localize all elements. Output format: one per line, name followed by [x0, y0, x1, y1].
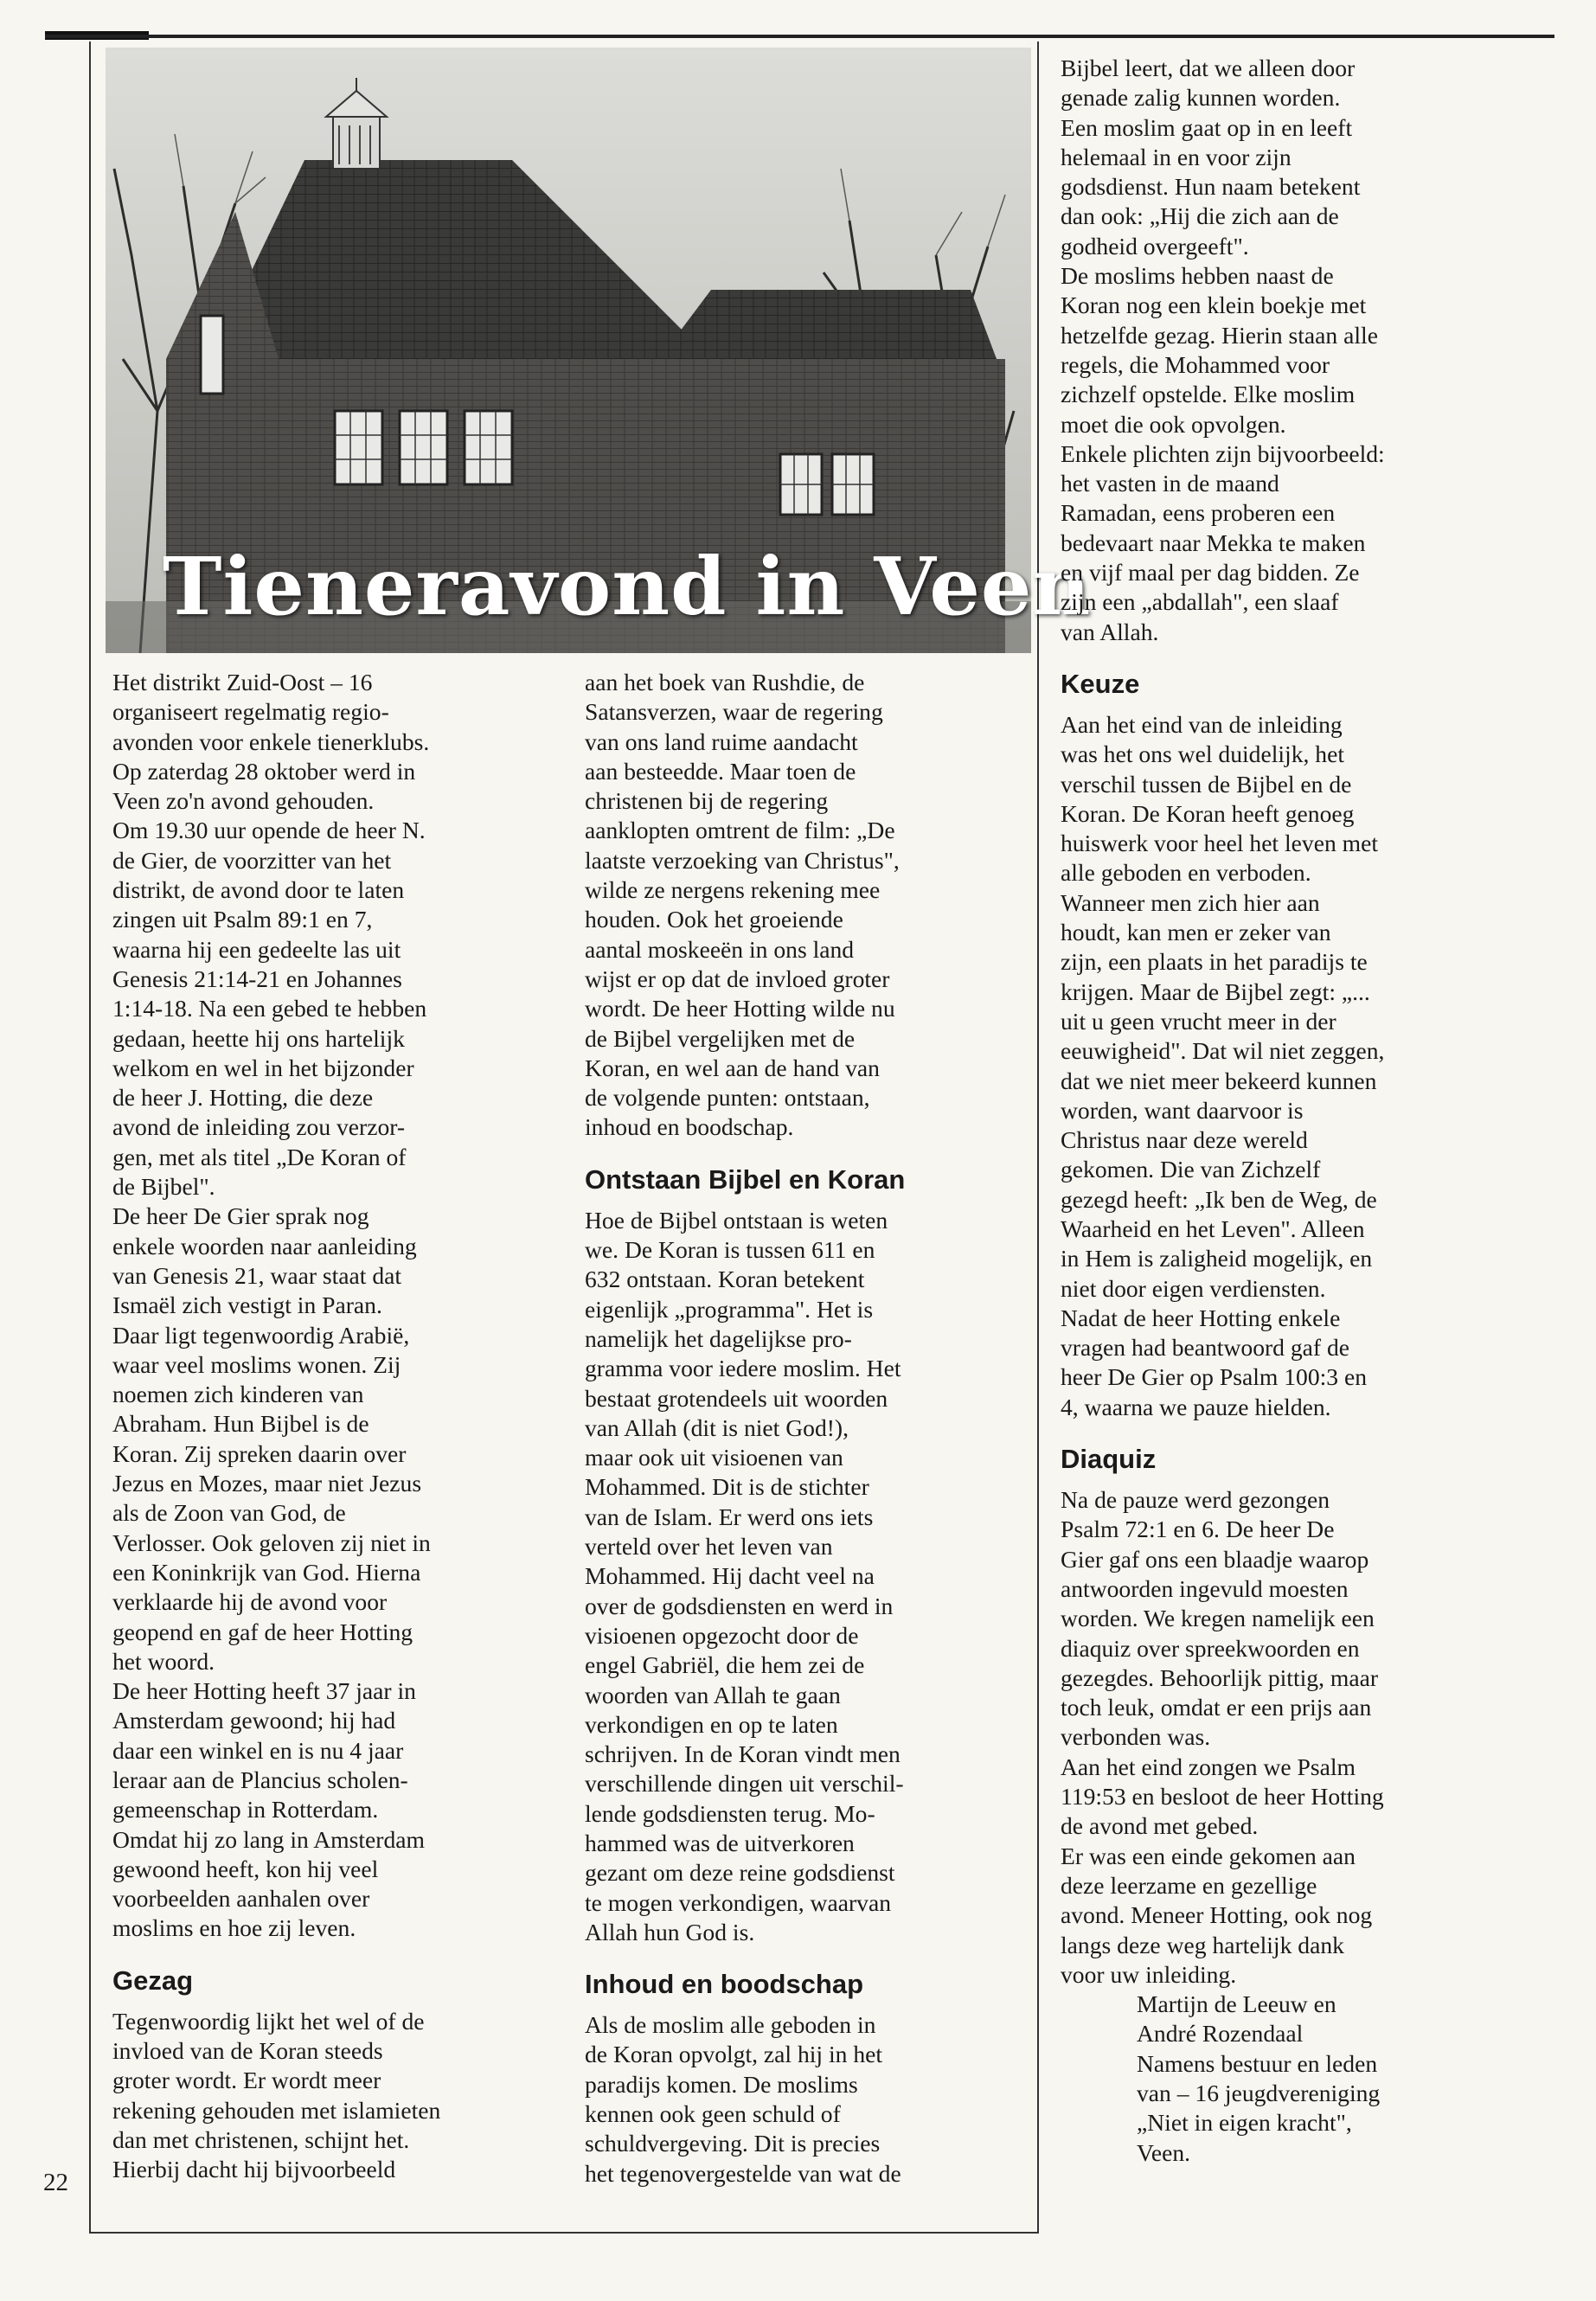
text-line: van Allah (dit is niet God!),	[585, 1413, 849, 1441]
article-headline: Tieneravond in Veen	[163, 540, 1092, 633]
text-line: vragen had beantwoord gaf de	[1061, 1334, 1350, 1362]
text-line: heer De Gier op Psalm 100:3 en	[1061, 1363, 1368, 1391]
section-heading: Diaquiz	[1061, 1444, 1157, 1475]
text-line: avond. Meneer Hotting, ook nog	[1061, 1901, 1373, 1929]
text-line: van Genesis 21, waar staat dat	[112, 1261, 402, 1289]
text-line: namelijk het dagelijkse pro-	[585, 1324, 852, 1352]
text-line: aanklopten omtrent de film: „De	[585, 817, 895, 844]
text-line: helemaal in en voor zijn	[1061, 143, 1292, 170]
text-line: laatste verzoeking van Christus",	[585, 846, 900, 874]
text-line: te mogen verkondigen, waarvan	[585, 1888, 891, 1916]
text-line: lende godsdiensten terug. Mo-	[585, 1799, 875, 1827]
text-line: uit u geen vrucht meer in der	[1061, 1007, 1336, 1035]
text-line: waar veel moslims wonen. Zij	[112, 1350, 401, 1378]
text-line: Aan het eind van de inleiding	[1061, 710, 1343, 738]
text-line: houdt, kan men er zeker van	[1061, 919, 1331, 946]
text-line: Omdat hij zo lang in Amsterdam	[112, 1825, 425, 1853]
text-line: wijst er op dat de invloed groter	[585, 965, 890, 992]
text-line: Satansverzen, waar de regering	[585, 698, 883, 726]
signature-line: Martijn de Leeuw en	[1137, 1990, 1336, 2018]
text-line: het vasten in de maand	[1061, 470, 1279, 497]
text-line: godsdienst. Hun naam betekent	[1061, 173, 1361, 201]
column-right	[1061, 54, 1493, 2168]
section-heading: Gezag	[112, 1965, 194, 1996]
text-line: wilde ze nergens rekening mee	[585, 876, 881, 904]
text-line: de avond met gebed.	[1061, 1812, 1259, 1840]
text-line: visioenen opgezocht door de	[585, 1621, 859, 1649]
text-line: Daar ligt tegenwoordig Arabië,	[112, 1321, 410, 1349]
signature-line: Namens bestuur en leden	[1137, 2049, 1378, 2077]
text-line: voor uw inleiding.	[1061, 1960, 1237, 1988]
text-line: bestaat grotendeels uit woorden	[585, 1384, 888, 1412]
text-line: het woord.	[112, 1647, 215, 1675]
text-line: Aan het eind zongen we Psalm	[1061, 1753, 1356, 1780]
text-line: voorbeelden aanhalen over	[112, 1885, 370, 1913]
text-line: schrijven. In de Koran vindt men	[585, 1740, 901, 1768]
text-line: De heer Hotting heeft 37 jaar in	[112, 1677, 416, 1705]
text-line: en vijf maal per dag bidden. Ze	[1061, 559, 1360, 586]
text-line: aan besteedde. Maar toen de	[585, 757, 856, 785]
text-line: hammed was de uitverkoren	[585, 1829, 855, 1856]
text-line: verschillende dingen uit verschil-	[585, 1770, 904, 1798]
text-line: 632 ontstaan. Koran betekent	[585, 1266, 865, 1293]
paragraph	[112, 668, 545, 1944]
text-line: Ismaël zich vestigt in Paran.	[112, 1292, 382, 1319]
text-line: niet door eigen verdiensten.	[1061, 1274, 1326, 1302]
text-line: 119:53 en besloot de heer Hotting	[1061, 1783, 1384, 1811]
text-line: diaquiz over spreekwoorden en	[1061, 1634, 1360, 1662]
signature-block	[1137, 1990, 1493, 2168]
text-line: de Koran opvolgt, zal hij in het	[585, 2041, 883, 2068]
text-line: leraar aan de Plancius scholen-	[112, 1766, 408, 1793]
text-line: de Bijbel vergelijken met de	[585, 1024, 856, 1052]
text-line: hetzelfde gezag. Hierin staan alle	[1061, 321, 1378, 349]
text-line: eeuwigheid". Dat wil niet zeggen,	[1061, 1037, 1385, 1065]
column-left	[112, 668, 545, 2185]
text-line: Om 19.30 uur opende de heer N.	[112, 817, 426, 844]
text-line: Jezus en Mozes, maar niet Jezus	[112, 1470, 422, 1497]
text-line: in Hem is zaligheid mogelijk, en	[1061, 1245, 1373, 1272]
text-line: eigenlijk „programma". Het is	[585, 1295, 874, 1323]
text-line: paradijs komen. De moslims	[585, 2070, 858, 2098]
text-line: enkele woorden naar aanleiding	[112, 1232, 417, 1259]
text-line: Na de pauze werd gezongen	[1061, 1486, 1330, 1514]
text-line: waarna hij een gedeelte las uit	[112, 935, 401, 963]
text-line: regels, die Mohammed voor	[1061, 350, 1330, 378]
text-line: invloed van de Koran steeds	[112, 2037, 383, 2065]
text-line: Ramadan, eens proberen een	[1061, 499, 1336, 527]
text-line: noemen zich kinderen van	[112, 1381, 364, 1408]
text-line: huiswerk voor heel het leven met	[1061, 830, 1379, 857]
text-line: Amsterdam gewoond; hij had	[112, 1707, 396, 1734]
text-line: Gier gaf ons een blaadje waarop	[1061, 1545, 1369, 1573]
signature-line: Veen.	[1137, 2138, 1191, 2166]
text-line: de volgende punten: ontstaan,	[585, 1084, 870, 1112]
text-line: Koran. De Koran heeft genoeg	[1061, 799, 1355, 827]
text-line: Mohammed. Dit is de stichter	[585, 1473, 869, 1501]
text-line: van ons land ruime aandacht	[585, 727, 858, 755]
text-line: de heer J. Hotting, die deze	[112, 1084, 374, 1112]
text-line: rekening gehouden met islamieten	[112, 2096, 441, 2124]
text-line: worden. We kregen namelijk een	[1061, 1605, 1375, 1632]
text-line: Allah hun God is.	[585, 1918, 755, 1945]
text-line: verschil tussen de Bijbel en de	[1061, 770, 1352, 798]
text-line: genade zalig kunnen worden.	[1061, 84, 1341, 112]
text-line: moslims en hoe zij leven.	[112, 1914, 356, 1942]
text-line: verteld over het leven van	[585, 1533, 833, 1561]
text-line: gezant om deze reine godsdienst	[585, 1859, 895, 1887]
section-heading: Keuze	[1061, 668, 1140, 699]
text-line: avond de inleiding zou verzor-	[112, 1113, 406, 1141]
text-line: de Bijbel".	[112, 1173, 215, 1201]
text-line: Nadat de heer Hotting enkele	[1061, 1304, 1341, 1331]
text-line: daar een winkel en is nu 4 jaar	[112, 1736, 404, 1764]
paragraph	[1061, 710, 1493, 1422]
text-line: van Allah.	[1061, 618, 1159, 645]
text-line: Veen zo'n avond gehouden.	[112, 787, 375, 815]
text-line: Psalm 72:1 en 6. De heer De	[1061, 1516, 1335, 1543]
text-line: maar ook uit visioenen van	[585, 1444, 843, 1471]
text-line: aan het boek van Rushdie, de	[585, 669, 865, 695]
section-heading: Inhoud en boodschap	[585, 1969, 864, 2000]
text-line: verklaarde hij de avond voor	[112, 1588, 388, 1616]
paragraph	[585, 1206, 1017, 1947]
text-line: Koran, en wel aan de hand van	[585, 1054, 880, 1081]
text-line: De heer De Gier sprak nog	[112, 1202, 369, 1230]
text-line: avonden voor enkele tienerklubs.	[112, 727, 430, 755]
text-line: Een moslim gaat op in en leeft	[1061, 113, 1353, 141]
text-line: krijgen. Maar de Bijbel zegt: „...	[1061, 977, 1370, 1005]
text-line: organiseert regelmatig regio-	[112, 698, 389, 726]
text-line: gekomen. Die van Zichzelf	[1061, 1156, 1321, 1183]
column-middle	[585, 668, 1017, 2189]
text-line: de Gier, de voorzitter van het	[112, 846, 392, 874]
text-line: alle geboden en verboden.	[1061, 859, 1311, 887]
paragraph	[585, 2010, 1017, 2189]
text-line: Hierbij dacht hij bijvoorbeeld	[112, 2156, 396, 2183]
text-line: zijn een „abdallah", een slaaf	[1061, 588, 1339, 616]
text-line: Enkele plichten zijn bijvoorbeeld:	[1061, 439, 1385, 467]
text-line: groter wordt. Er wordt meer	[112, 2067, 381, 2094]
text-line: 4, waarna we pauze hielden.	[1061, 1393, 1331, 1420]
text-line: als de Zoon van God, de	[112, 1499, 346, 1527]
text-line: dat we niet meer bekeerd kunnen	[1061, 1067, 1377, 1094]
signature-line: André Rozendaal	[1137, 2020, 1304, 2048]
text-line: Verlosser. Ook geloven zij niet in	[112, 1529, 431, 1556]
text-line: gemeenschap in Rotterdam.	[112, 1796, 379, 1823]
text-line: christenen bij de regering	[585, 787, 829, 815]
text-line: verbonden was.	[1061, 1723, 1211, 1751]
text-line: Abraham. Hun Bijbel is de	[112, 1410, 369, 1438]
section-heading: Ontstaan Bijbel en Koran	[585, 1163, 906, 1195]
text-line: verkondigen en op te laten	[585, 1710, 838, 1738]
text-line: zichzelf opstelde. Elke moslim	[1061, 381, 1356, 408]
text-line: antwoorden ingevuld moesten	[1061, 1574, 1349, 1602]
text-line: engel Gabriël, die hem zei de	[585, 1651, 865, 1679]
text-line: Tegenwoordig lijkt het wel of de	[112, 2007, 425, 2035]
text-line: we. De Koran is tussen 611 en	[585, 1236, 875, 1264]
paragraph	[1061, 1485, 1493, 1990]
text-line: Genesis 21:14-21 en Johannes	[112, 965, 402, 992]
text-line: houden. Ook het groeiende	[585, 906, 843, 933]
text-line: Waarheid en het Leven". Alleen	[1061, 1215, 1365, 1242]
text-line: zijn, een plaats in het paradijs te	[1061, 948, 1368, 976]
text-line: godheid overgeeft".	[1061, 232, 1249, 260]
text-line: gedaan, heette hij ons hartelijk	[112, 1024, 405, 1052]
text-line: was het ons wel duidelijk, het	[1061, 740, 1344, 768]
text-line: kennen ook geen schuld of	[585, 2100, 841, 2128]
text-line: Koran. Zij spreken daarin over	[112, 1439, 407, 1467]
page-number: 22	[43, 2169, 68, 2196]
text-line: gewoond heeft, kon hij veel	[112, 1855, 379, 1882]
text-line: schuldvergeving. Dit is precies	[585, 2130, 881, 2157]
paragraph	[1061, 54, 1493, 647]
paragraph	[585, 668, 1017, 1143]
text-line: van de Islam. Er werd ons iets	[585, 1503, 874, 1530]
text-line: dan ook: „Hij die zich aan de	[1061, 202, 1339, 230]
text-line: dan met christenen, schijnt het.	[112, 2125, 410, 2153]
text-line: zingen uit Psalm 89:1 en 7,	[112, 906, 373, 933]
text-line: aantal moskeeën in ons land	[585, 935, 855, 963]
text-line: Op zaterdag 28 oktober werd in	[112, 757, 416, 785]
text-line: langs deze weg hartelijk dank	[1061, 1931, 1344, 1958]
text-line: een Koninkrijk van God. Hierna	[112, 1558, 421, 1586]
text-line: Mohammed. Hij dacht veel na	[585, 1562, 875, 1590]
signature-line: „Niet in eigen kracht",	[1137, 2109, 1352, 2137]
text-line: Er was een einde gekomen aan	[1061, 1842, 1356, 1869]
text-line: toch leuk, omdat er een prijs aan	[1061, 1694, 1372, 1721]
text-line: worden, want daarvoor is	[1061, 1096, 1304, 1124]
text-line: welkom en wel in het bijzonder	[112, 1054, 414, 1081]
text-line: wordt. De heer Hotting wilde nu	[585, 995, 895, 1022]
text-line: gramma voor iedere moslim. Het	[585, 1355, 901, 1382]
paragraph	[112, 2007, 545, 2185]
text-line: Christus naar deze wereld	[1061, 1126, 1308, 1154]
text-line: over de godsdiensten en werd in	[585, 1592, 894, 1619]
text-line: De moslims hebben naast de	[1061, 262, 1334, 290]
signature-line: van – 16 jeugdvereniging	[1137, 2080, 1381, 2106]
text-line: Koran nog een klein boekje met	[1061, 292, 1367, 319]
text-line: het tegenovergestelde van wat de	[585, 2159, 901, 2187]
text-line: woorden van Allah te gaan	[585, 1681, 841, 1708]
text-line: gen, met als titel „De Koran of	[112, 1143, 407, 1170]
text-line: geopend en gaf de heer Hotting	[112, 1618, 413, 1645]
text-line: Bijbel leert, dat we alleen door	[1061, 54, 1356, 81]
text-line: moet die ook opvolgen.	[1061, 410, 1286, 438]
text-line: bedevaart naar Mekka te maken	[1061, 529, 1366, 556]
text-line: 1:14-18. Na een gebed te hebben	[112, 995, 427, 1022]
text-line: Als de moslim alle geboden in	[585, 2011, 876, 2039]
top-rule	[45, 35, 1554, 38]
text-line: gezegd heeft: „Ik ben de Weg, de	[1061, 1185, 1377, 1213]
text-line: inhoud en boodschap.	[585, 1113, 794, 1141]
text-line: deze leerzame en gezellige	[1061, 1871, 1317, 1899]
text-line: gezegdes. Behoorlijk pittig, maar	[1061, 1663, 1379, 1691]
text-line: Wanneer men zich hier aan	[1061, 888, 1320, 916]
text-line: Hoe de Bijbel ontstaan is weten	[585, 1206, 888, 1234]
text-line: Het distrikt Zuid-Oost – 16	[112, 669, 373, 695]
text-line: distrikt, de avond door te laten	[112, 876, 405, 904]
